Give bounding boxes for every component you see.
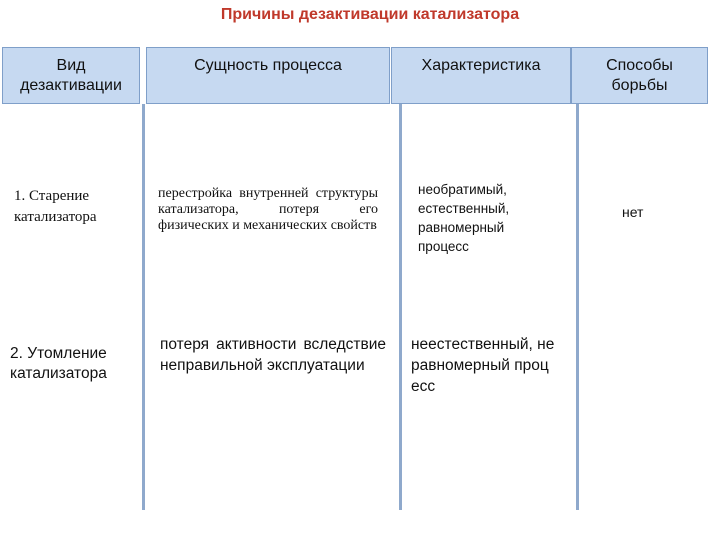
column-line-3 — [576, 104, 579, 510]
page-title: Причины дезактивации катализатора — [220, 6, 520, 23]
header-kind — [2, 47, 140, 104]
header-methods-label: Способы борьбы — [606, 56, 673, 94]
header-kind-label: Вид дезактивации — [20, 56, 122, 94]
row-2-characteristic: неестественный, неравномерный процесс — [411, 336, 555, 395]
row-2-essence: потеря активности вследствие неправильной эксплуатации — [160, 336, 386, 374]
row-1-kind: 1. Старение катализатора — [14, 188, 97, 225]
header-essence-label: Сущность процесса — [194, 56, 342, 74]
header-characteristic — [391, 47, 571, 104]
header-characteristic-label: Характеристика — [421, 56, 541, 74]
row-1-methods: нет — [622, 204, 644, 220]
row-1-characteristic: необратимый, естественный, равномерный процесс — [418, 182, 510, 254]
column-line-1 — [142, 104, 145, 510]
row-2-kind: 2. Утомление катализатора — [10, 345, 107, 382]
column-line-2 — [399, 104, 402, 510]
row-1-essence: перестройка внутренней структуры катализатора, потеря его физических и механических свойств — [158, 186, 378, 233]
header-methods — [571, 47, 708, 104]
header-essence — [146, 47, 390, 104]
